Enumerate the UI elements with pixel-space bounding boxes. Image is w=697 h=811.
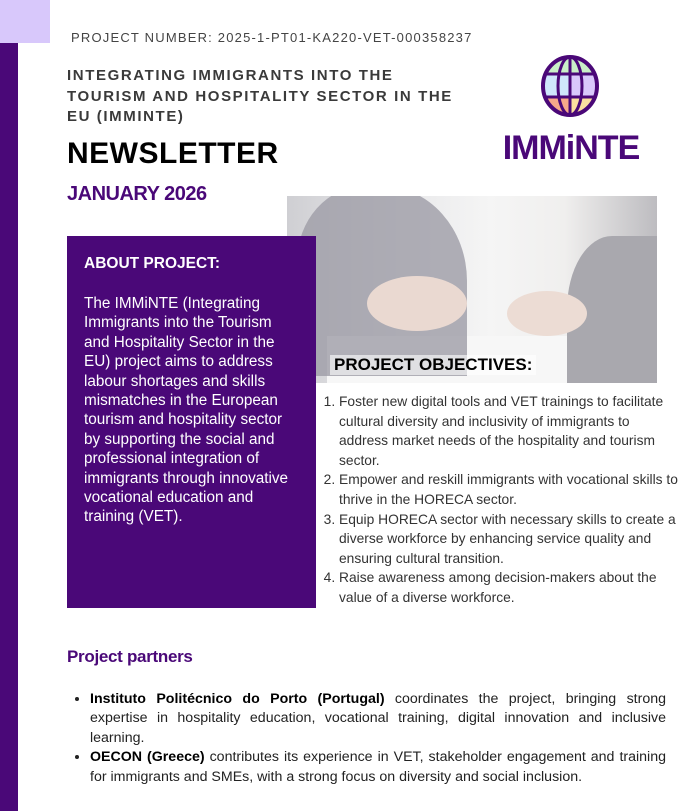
project-subtitle: INTEGRATING IMMIGRANTS INTO THE TOURISM AND HOSPITALITY SECTOR IN THE EU (IMMINTE): [67, 67, 453, 125]
globe-icon: [490, 54, 652, 119]
imminte-logo: [490, 54, 652, 169]
partners-list: [75, 690, 666, 787]
about-project-box: [67, 236, 316, 608]
side-accent-bar: [0, 43, 18, 811]
partner-description: contributes its experience in VET, stakeholder engagement and training for immigrants and SMEs, with a strong focus on diversity and social inclusion.: [90, 749, 666, 785]
partner-item: [90, 690, 666, 748]
objective-item: 3. Equip HORECA sector with necessary skills to create a diverse workforce by enhancing service quality and ensuring cultural transition.: [339, 510, 679, 569]
page-title: NEWSLETTER: [67, 137, 279, 170]
partners-heading: Project partners: [67, 647, 193, 666]
partner-name: Instituto Politécnico do Porto (Portugal): [90, 691, 385, 707]
logo-wordmark: IMMiNTE: [502, 129, 640, 167]
partner-name: OECON (Greece): [90, 749, 205, 766]
corner-accent: [0, 0, 50, 43]
objective-item: 1. Foster new digital tools and VET trainings to facilitate cultural diversity and inclusivity of immigrants to address market needs of the hospitality and tourism sector.: [339, 392, 679, 470]
objectives-heading: PROJECT OBJECTIVES:: [330, 355, 536, 375]
about-heading: ABOUT PROJECT:: [84, 255, 221, 272]
partner-description: coordinates the project, bringing strong expertise in hospitality education, vocational training, digital innovation and inclusive learning.: [90, 691, 666, 746]
objectives-list: [324, 392, 679, 608]
issue-date: JANUARY 2026: [67, 183, 207, 205]
project-number: PROJECT NUMBER: 2025-1-PT01-KA220-VET-000358237: [71, 30, 473, 45]
objective-item: 4. Raise awareness among decision-makers about the value of a diverse workforce.: [339, 568, 679, 607]
objective-item: 2. Empower and reskill immigrants with vocational skills to thrive in the HORECA sector.: [339, 470, 679, 509]
partner-item: [90, 748, 666, 787]
about-body: The IMMiNTE (Integrating Immigrants into the Tourism and Hospitality Sector in the EU) project aims to address labour shortages and skills mismatches in the European tourism and hospitality sector by supporting the social and professional integration of immigrants through innovative vocational education and training (VET).: [84, 295, 289, 526]
